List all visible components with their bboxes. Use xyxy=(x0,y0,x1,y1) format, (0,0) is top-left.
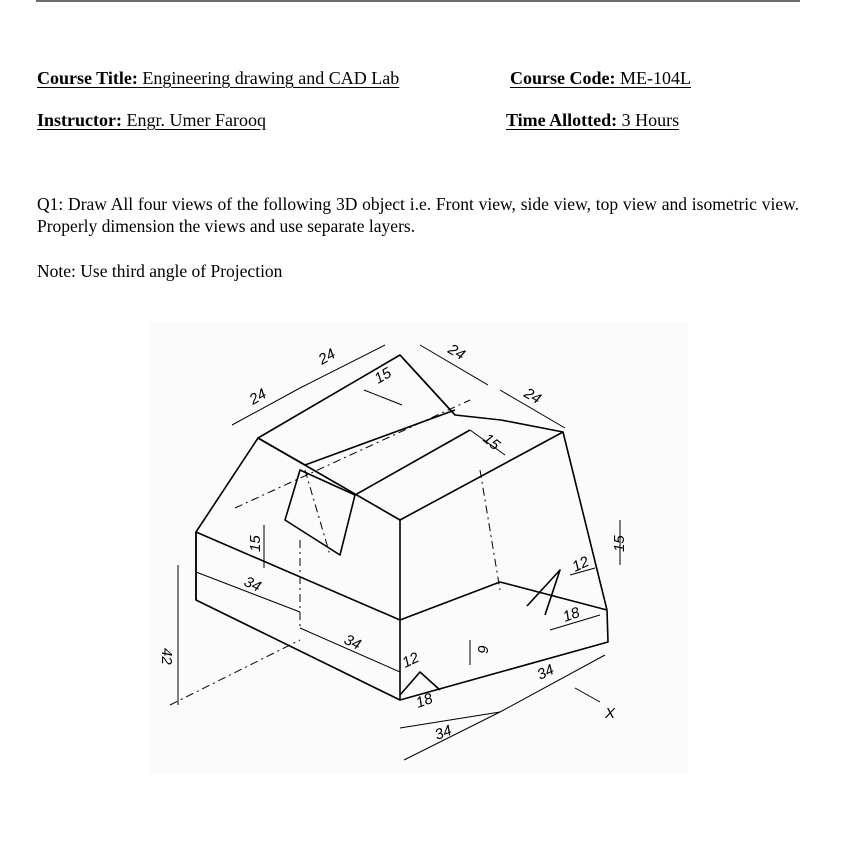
dim-24-right-b: 24 xyxy=(521,384,544,408)
dim-42: 42 xyxy=(158,648,175,665)
note-text: Note: Use third angle of Projection xyxy=(37,261,283,281)
dim-34-left: 34 xyxy=(241,573,264,596)
course-code-value: ME-104L xyxy=(620,68,691,88)
top-rule xyxy=(36,0,800,2)
dim-24-right-a: 24 xyxy=(445,340,468,364)
view-direction-x: X xyxy=(605,705,616,722)
dim-12-front: 12 xyxy=(399,649,422,672)
instructor xyxy=(37,109,266,131)
dim-15-slot-top: 15 xyxy=(371,364,395,388)
dim-18-right: 18 xyxy=(560,604,583,626)
dim-18-front: 18 xyxy=(413,690,436,712)
dim-34-bottom: 34 xyxy=(432,722,455,744)
instructor-value: Engr. Umer Farooq xyxy=(126,110,266,130)
question-text: Q1: Draw All four views of the following 3D object i.e. Front view, side view, top view and isometric view. Properly dimension the views and use separate layers. xyxy=(37,194,799,236)
dim-15-left: 15 xyxy=(247,535,264,552)
dim-15-right: 15 xyxy=(611,535,628,552)
dim-12-right: 12 xyxy=(569,553,592,576)
instructor-label: Instructor: xyxy=(37,110,122,130)
time-allotted xyxy=(506,109,679,131)
course-title xyxy=(37,67,399,89)
time-allotted-value: 3 Hours xyxy=(621,110,680,130)
time-allotted-label: Time Allotted: xyxy=(506,110,618,130)
course-title-value: Engineering drawing and CAD Lab xyxy=(142,68,400,88)
dim-34-front: 34 xyxy=(341,631,364,654)
isometric-figure xyxy=(148,322,688,774)
dim-6: 6 xyxy=(474,645,491,654)
dim-34-right: 34 xyxy=(534,661,557,684)
course-code-label: Course Code: xyxy=(510,68,616,88)
dim-24-mid: 24 xyxy=(315,345,339,369)
isometric-drawing xyxy=(148,322,688,774)
course-title-label: Course Title: xyxy=(37,68,138,88)
dim-24-left: 24 xyxy=(246,385,270,409)
dim-15-slot-right: 15 xyxy=(479,430,504,454)
course-code xyxy=(510,67,691,89)
